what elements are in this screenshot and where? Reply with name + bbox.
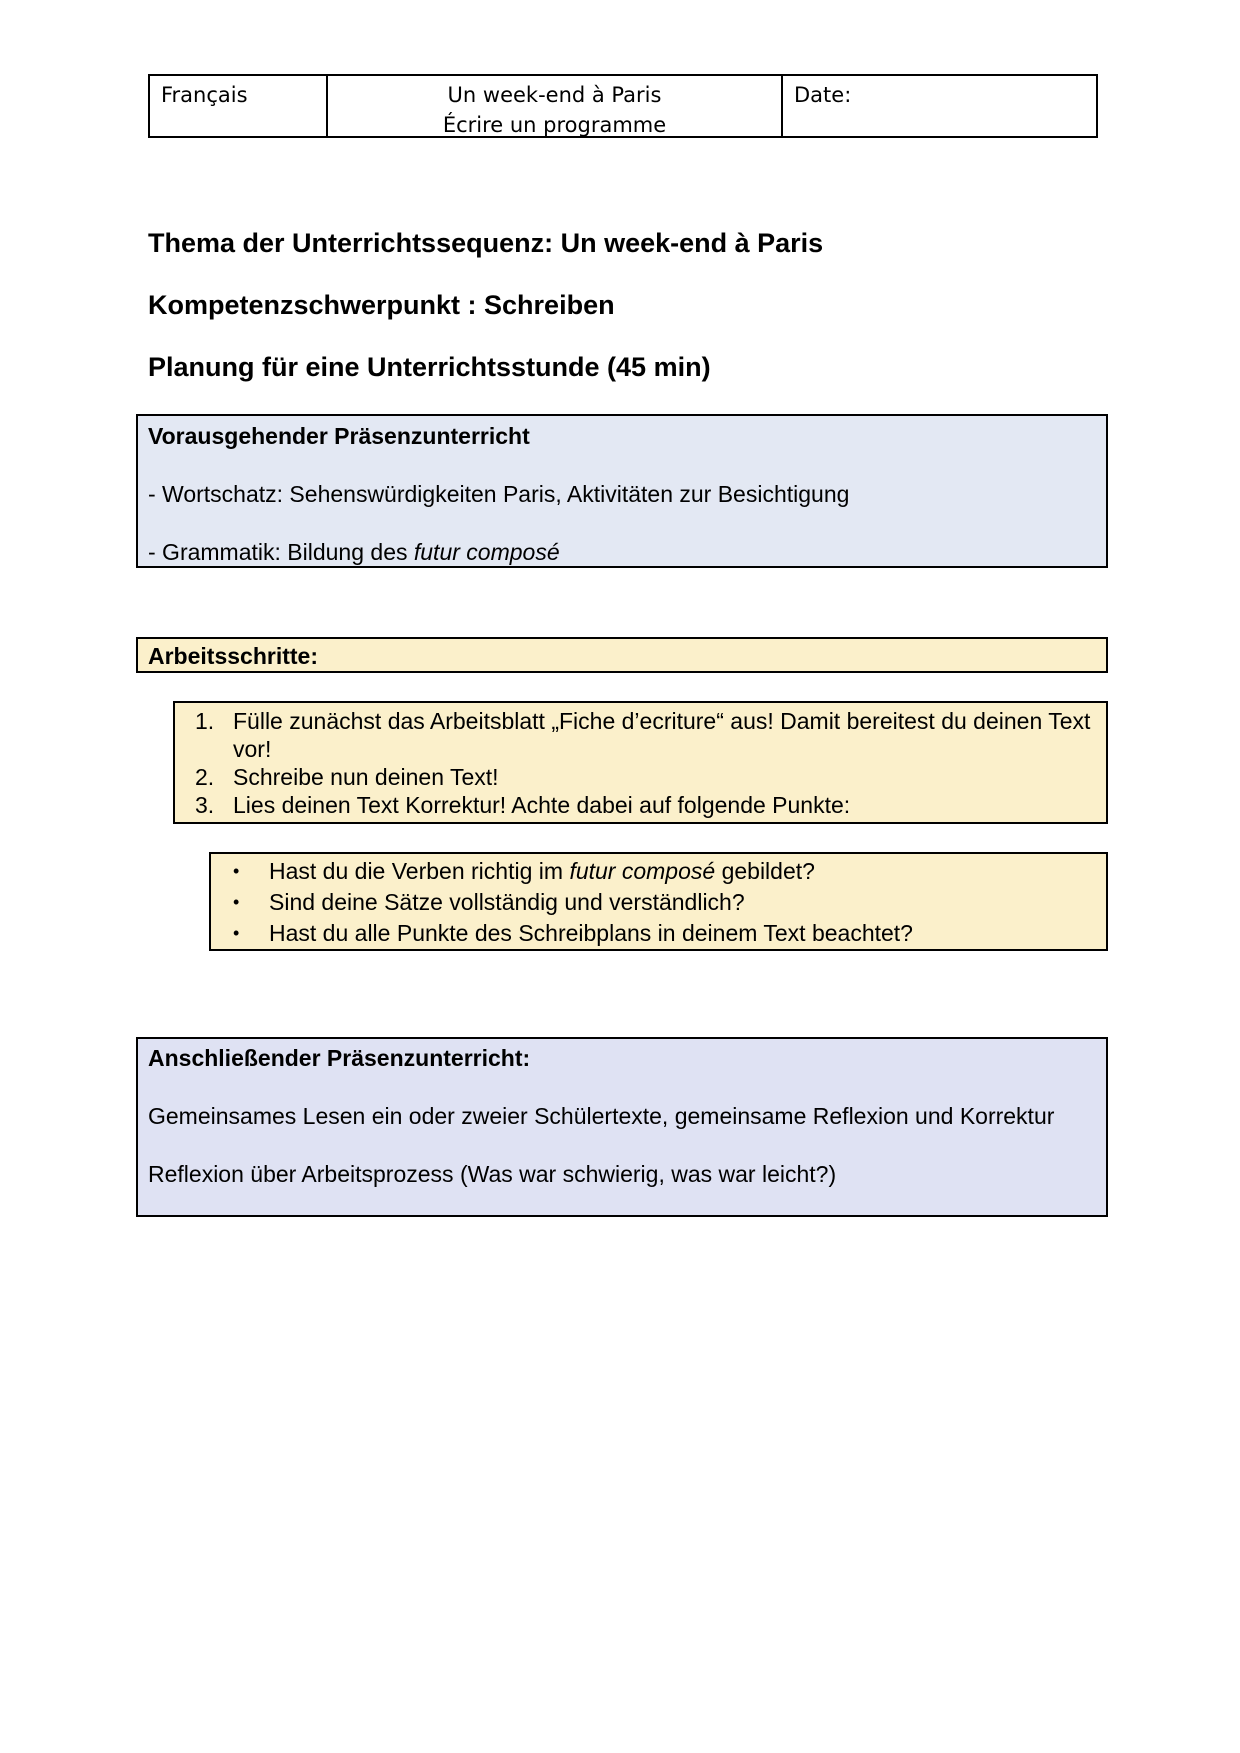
check-3-text: Hast du alle Punkte des Schreibplans in deinem Text beachtet?: [269, 920, 913, 946]
check-1-suffix: gebildet?: [715, 858, 815, 884]
planning-heading: Planung für eine Unterrichtsstunde (45 min): [148, 352, 711, 382]
theme-heading: Thema der Unterrichtssequenz: Un week-end à Paris: [148, 228, 824, 258]
header-table: [148, 74, 1098, 138]
step-item: Fülle zunächst das Arbeitsblatt „Fiche d’ecriture“ aus! Damit bereitest du deinen Text vor!: [233, 708, 1091, 762]
checklist-item: [233, 887, 1096, 918]
step-item: Lies deinen Text Korrektur! Achte dabei auf folgende Punkte:: [233, 792, 851, 818]
checklist-item: [233, 918, 1096, 949]
preceding-grammar-prefix: - Grammatik: Bildung des: [148, 539, 414, 565]
preceding-title: Vorausgehender Präsenzunterricht: [148, 423, 530, 449]
date-cell: Date:: [794, 83, 852, 107]
bullet-icon: •: [233, 892, 240, 912]
checklist: [221, 856, 1096, 949]
checklist-box: [209, 852, 1108, 951]
check-1-term: futur composé: [569, 858, 716, 884]
title-cell: [328, 76, 783, 136]
preceding-lesson-box: [136, 414, 1108, 568]
bullet-icon: •: [233, 861, 240, 881]
title-line-1: Un week-end à Paris: [447, 83, 662, 107]
preceding-grammar: [148, 538, 1096, 566]
following-para-2: Reflexion über Arbeitsprozess (Was war schwierig, was war leicht?): [148, 1161, 837, 1187]
checklist-item: [233, 856, 1096, 887]
competence-heading: Kompetenzschwerpunkt : Schreiben: [148, 290, 615, 320]
steps-box: [173, 701, 1108, 824]
step-item: Schreibe nun deinen Text!: [233, 764, 499, 790]
following-para-1: Gemeinsames Lesen ein oder zweier Schülertexte, gemeinsame Reflexion und Korrektur: [148, 1103, 1055, 1129]
bullet-icon: •: [233, 923, 240, 943]
subject-cell: Français: [150, 76, 328, 136]
following-title: Anschließender Präsenzunterricht:: [148, 1045, 531, 1071]
steps-list: [185, 707, 1096, 819]
work-steps-title-box: [136, 637, 1108, 673]
following-lesson-box: [136, 1037, 1108, 1217]
preceding-grammar-term: futur composé: [413, 539, 560, 565]
check-1-prefix: Hast du die Verben richtig im: [269, 858, 570, 884]
title-line-2: Écrire un programme: [442, 113, 667, 137]
check-2-text: Sind deine Sätze vollständig und verständlich?: [269, 889, 745, 915]
preceding-vocab: - Wortschatz: Sehenswürdigkeiten Paris, Aktivitäten zur Besichtigung: [148, 481, 850, 507]
work-steps-title: Arbeitsschritte:: [148, 643, 318, 669]
